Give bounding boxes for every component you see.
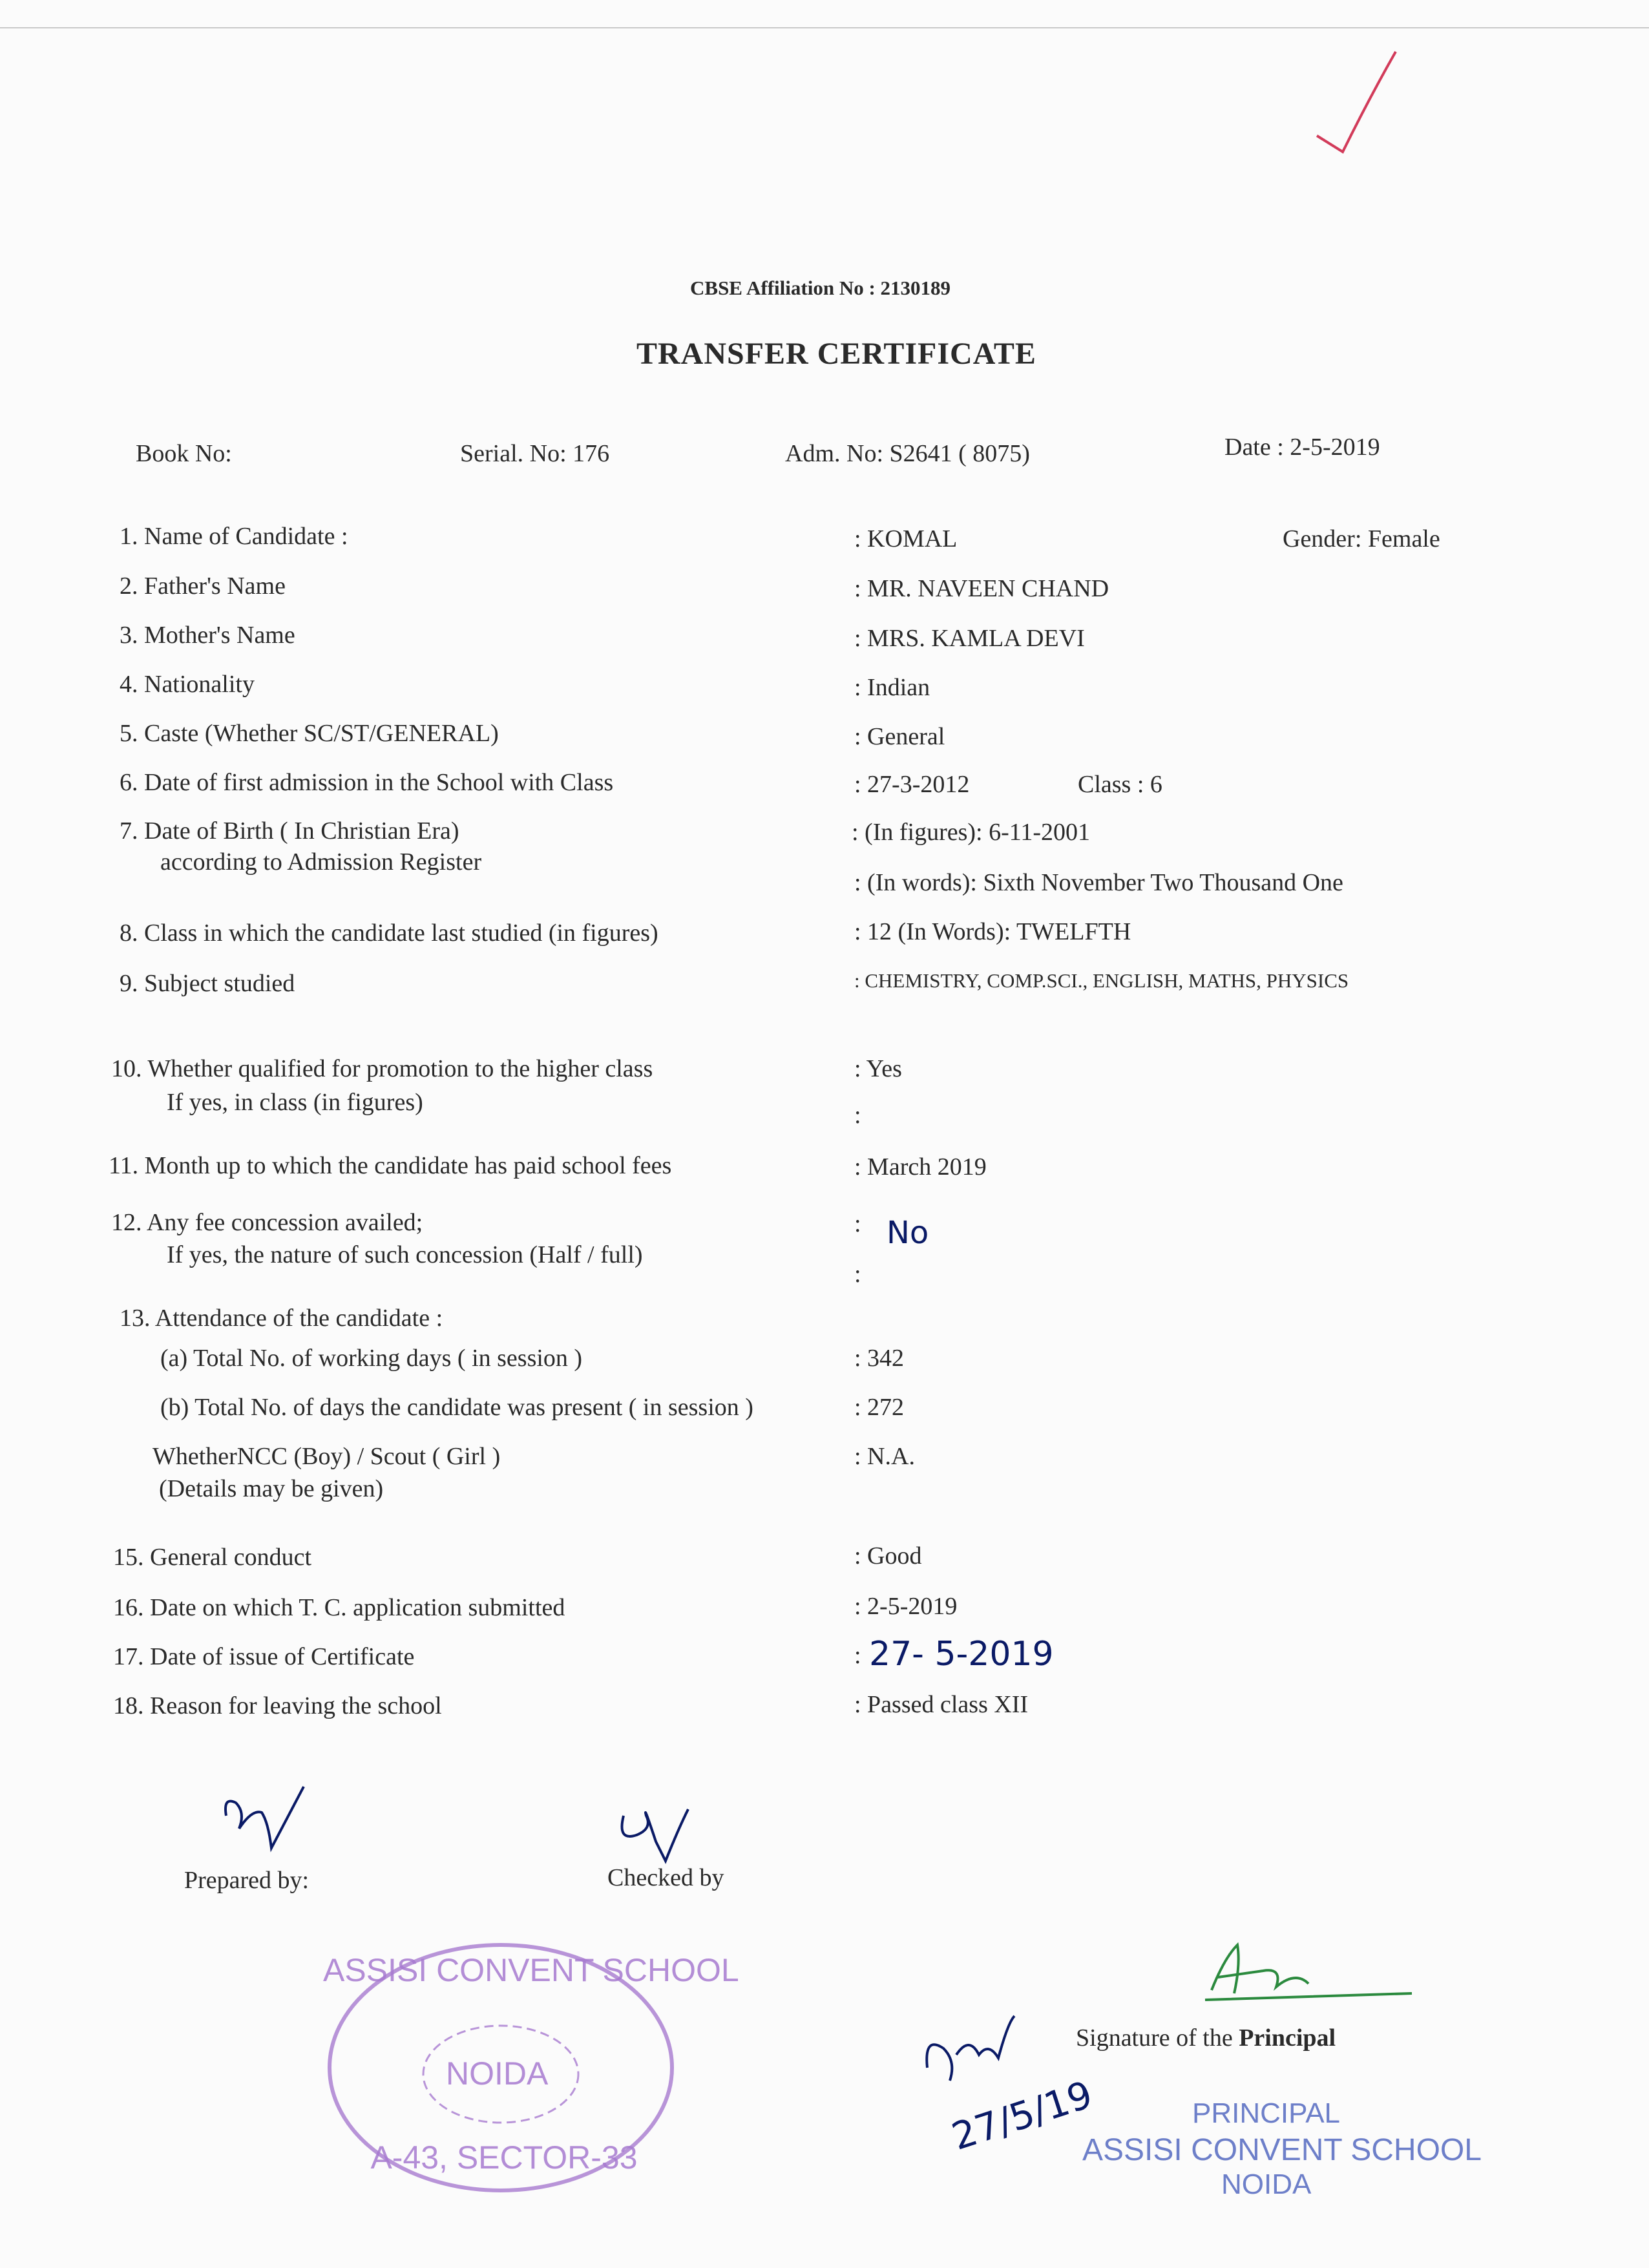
seal-top-text: ASSISI CONVENT SCHOOL (323, 1952, 739, 1988)
row-value: : CHEMISTRY, COMP.SCI., ENGLISH, MATHS, PHYSICS (854, 969, 1349, 992)
row-value: : 27-3-2012 (854, 771, 970, 798)
checked-by-label: Checked by (607, 1864, 724, 1891)
row-label: 12. Any fee concession availed; (111, 1209, 423, 1236)
row-label-line2: according to Admission Register (160, 848, 482, 876)
row-label: 13. Attendance of the candidate : (120, 1305, 443, 1332)
affiliation-number: CBSE Affiliation No : 2130189 (690, 277, 951, 299)
check-mark-icon (1312, 45, 1402, 155)
principal-stamp-line2: ASSISI CONVENT SCHOOL (1082, 2133, 1482, 2167)
row-label: 2. Father's Name (120, 572, 286, 600)
gender-value: Gender: Female (1283, 525, 1440, 552)
principal-signature (1199, 1932, 1418, 2010)
prepared-by-label: Prepared by: (184, 1867, 310, 1894)
book-number: Book No: (136, 440, 232, 467)
row-label-line2: If yes, the nature of such concession (Half / full) (167, 1241, 643, 1268)
row-value: : MR. NAVEEN CHAND (854, 575, 1109, 602)
row-value: : KOMAL (854, 525, 958, 552)
row-label: 8. Class in which the candidate last studied (in figures) (120, 919, 658, 947)
row-value: : MRS. KAMLA DEVI (854, 625, 1085, 652)
row-value: : March 2019 (854, 1153, 987, 1181)
principal-stamp-line1: PRINCIPAL (1192, 2097, 1341, 2129)
seal-center-text: NOIDA (446, 2055, 549, 2092)
row-label: 9. Subject studied (120, 970, 295, 997)
row-label: 7. Date of Birth ( In Christian Era) (120, 817, 459, 845)
row-label: 18. Reason for leaving the school (113, 1692, 442, 1719)
admission-number: Adm. No: S2641 ( 8075) (785, 440, 1030, 467)
seal-bottom-text: A-43, SECTOR-33 (370, 2139, 638, 2176)
row-label: 5. Caste (Whether SC/ST/GENERAL) (120, 720, 499, 747)
handwritten-initials (918, 2010, 1047, 2094)
prepared-by-signature (220, 1783, 310, 1861)
principal-stamp-line3: NOIDA (1221, 2168, 1312, 2200)
row-value-line2: : (854, 1261, 861, 1288)
certificate-date: Date : 2-5-2019 (1224, 434, 1380, 461)
row-label-line2: (Details may be given) (159, 1475, 384, 1502)
row-value: : (854, 1642, 861, 1669)
handwritten-issue-date: 27- 5-2019 (869, 1635, 1054, 1674)
row-value: : General (854, 723, 945, 750)
row-value: : N.A. (854, 1443, 915, 1470)
row-label: 15. General conduct (113, 1544, 312, 1571)
row-value-line2: : (In words): Sixth November Two Thousand One (854, 869, 1343, 896)
row-label: 17. Date of issue of Certificate (113, 1643, 415, 1670)
row-label: 1. Name of Candidate : (120, 523, 348, 550)
row-value-line2: : (854, 1102, 861, 1129)
row-value: : 12 (In Words): TWELFTH (854, 918, 1131, 945)
row-label: 11. Month up to which the candidate has paid school fees (109, 1152, 672, 1179)
row-label: (a) Total No. of working days ( in session ) (160, 1345, 583, 1372)
row-value: : Yes (854, 1055, 902, 1082)
row-value: : (854, 1210, 861, 1237)
row-label: (b) Total No. of days the candidate was present ( in session ) (160, 1394, 753, 1421)
row-label-line2: If yes, in class (in figures) (167, 1089, 423, 1116)
serial-number: Serial. No: 176 (460, 440, 610, 467)
row-value: : (In figures): 6-11-2001 (852, 819, 1090, 846)
row-value: : 342 (854, 1345, 905, 1372)
top-border-line (0, 27, 1649, 28)
row-label: 4. Nationality (120, 671, 255, 698)
row-label: 10. Whether qualified for promotion to the higher class (111, 1055, 653, 1082)
principal-signature-label: Signature of the Principal (1076, 2024, 1336, 2052)
row-value: : Good (854, 1542, 922, 1570)
row-label: 6. Date of first admission in the School with Class (120, 769, 614, 796)
row-value: : Passed class XII (854, 1691, 1029, 1718)
row-label: 16. Date on which T. C. application submitted (113, 1594, 565, 1621)
handwritten-no: No (887, 1215, 929, 1251)
admission-class-value: Class : 6 (1078, 771, 1162, 798)
row-value: : 272 (854, 1394, 905, 1421)
handwritten-date: 27/5/19 (946, 2072, 1098, 2159)
row-label: WhetherNCC (Boy) / Scout ( Girl ) (152, 1443, 501, 1470)
row-value: : Indian (854, 674, 930, 701)
document-title: TRANSFER CERTIFICATE (636, 337, 1036, 371)
row-label: 3. Mother's Name (120, 622, 295, 649)
row-value: : 2-5-2019 (854, 1593, 958, 1620)
